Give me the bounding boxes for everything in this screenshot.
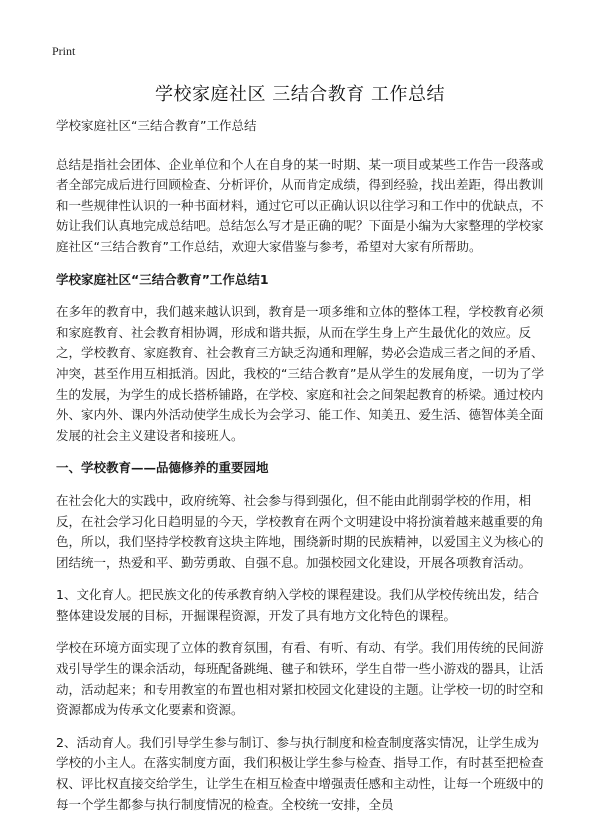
body-paragraph: 1、文化育人。把民族文化的传承教育纳入学校的课程建设。我们从学校传统出发，结合整体建设发展的目标，开掘课程资源，开发了具有地方文化特色的课程。 [56, 587, 539, 623]
section-paragraph: 在多年的教育中，我们越来越认识到，教育是一项多维和立体的整体工程，学校教育必须和家庭教育、社会教育相协调，形成和谐共振，从而在学生身上产生最优化的效应。反之，学校教育、家庭教育、社会教育三方缺乏沟通和理解，势必会造成三者之间的矛盾、冲突，甚至作用互相抵消。因此，我校的“三结合教育”是从学生的发展角度，一切为了学生的发展，为学生的成长搭桥铺路，在学校、家庭和社会之间架起教育的桥梁。通过校内外、家内外、课内外活动使学生成长为会学习、能工作、知美丑、爱生活、德智体美全面发展的社会主义建设者和接班人。 [56, 304, 544, 443]
section-heading: 学校家庭社区“三结合教育”工作总结1 [56, 271, 269, 287]
body-paragraph: 学校在环境方面实现了立体的教育氛围，有看、有听、有动、有学。我们用传统的民间游戏引导学生的课余活动，每班配备跳绳、毽子和铁环，学生自带一些小游戏的器具，让活动，活动起来；和专用教室的布置也相对紧扣校园文化建设的主题。让学校一切的时空和资源都成为传承文化要素和资源。 [56, 640, 544, 718]
intro-paragraph: 总结是指社会团体、企业单位和个人在自身的某一时期、某一项目或某些工作告一段落或者全部完成后进行回顾检查、分析评价，从而肯定成绩，得到经验，找出差距，得出教训和一些规律性认识的一种书面材料，通过它可以正确认识以往学习和工作中的优缺点，不妨让我们认真地完成总结吧。总结怎么写才是正确的呢？下面是小编为大家整理的学校家庭社区“三结合教育”工作总结，欢迎大家借鉴与参考，希望对大家有所帮助。 [56, 156, 544, 254]
document-body [56, 116, 546, 827]
document-subtitle: 学校家庭社区“三结合教育”工作总结 [56, 118, 257, 133]
subsection-heading: 一、学校教育——品德修养的重要园地 [56, 460, 269, 476]
document-title: 学校家庭社区 三结合教育 工作总结 [155, 84, 445, 105]
body-paragraph: 2、活动育人。我们引导学生参与制订、参与执行制度和检查制度落实情况，让学生成为学校的小主人。在落实制度方面，我们积极让学生参与检查、指导工作，有时甚至把检查权、评比权直接交给学生，让学生在相互检查中增强责任感和主动性，让每一个班级中的每一个学生都参与执行制度情况的检查。全校统一安排，全员 [56, 734, 544, 812]
body-paragraph: 在社会化大的实践中，政府统筹、社会参与得到强化，但不能由此削弱学校的作用，相反，在社会学习化日趋明显的今天，学校教育在两个文明建设中将扮演着越来越重要的角色，所以，我们坚持学校教育这块主阵地，围绕新时期的民族精神，以爱国主义为核心的团结统一，热爱和平、勤劳勇敢、自强不息。加强校园文化建设，开展各项教育活动。 [56, 492, 544, 570]
print-label: Print [52, 44, 76, 58]
